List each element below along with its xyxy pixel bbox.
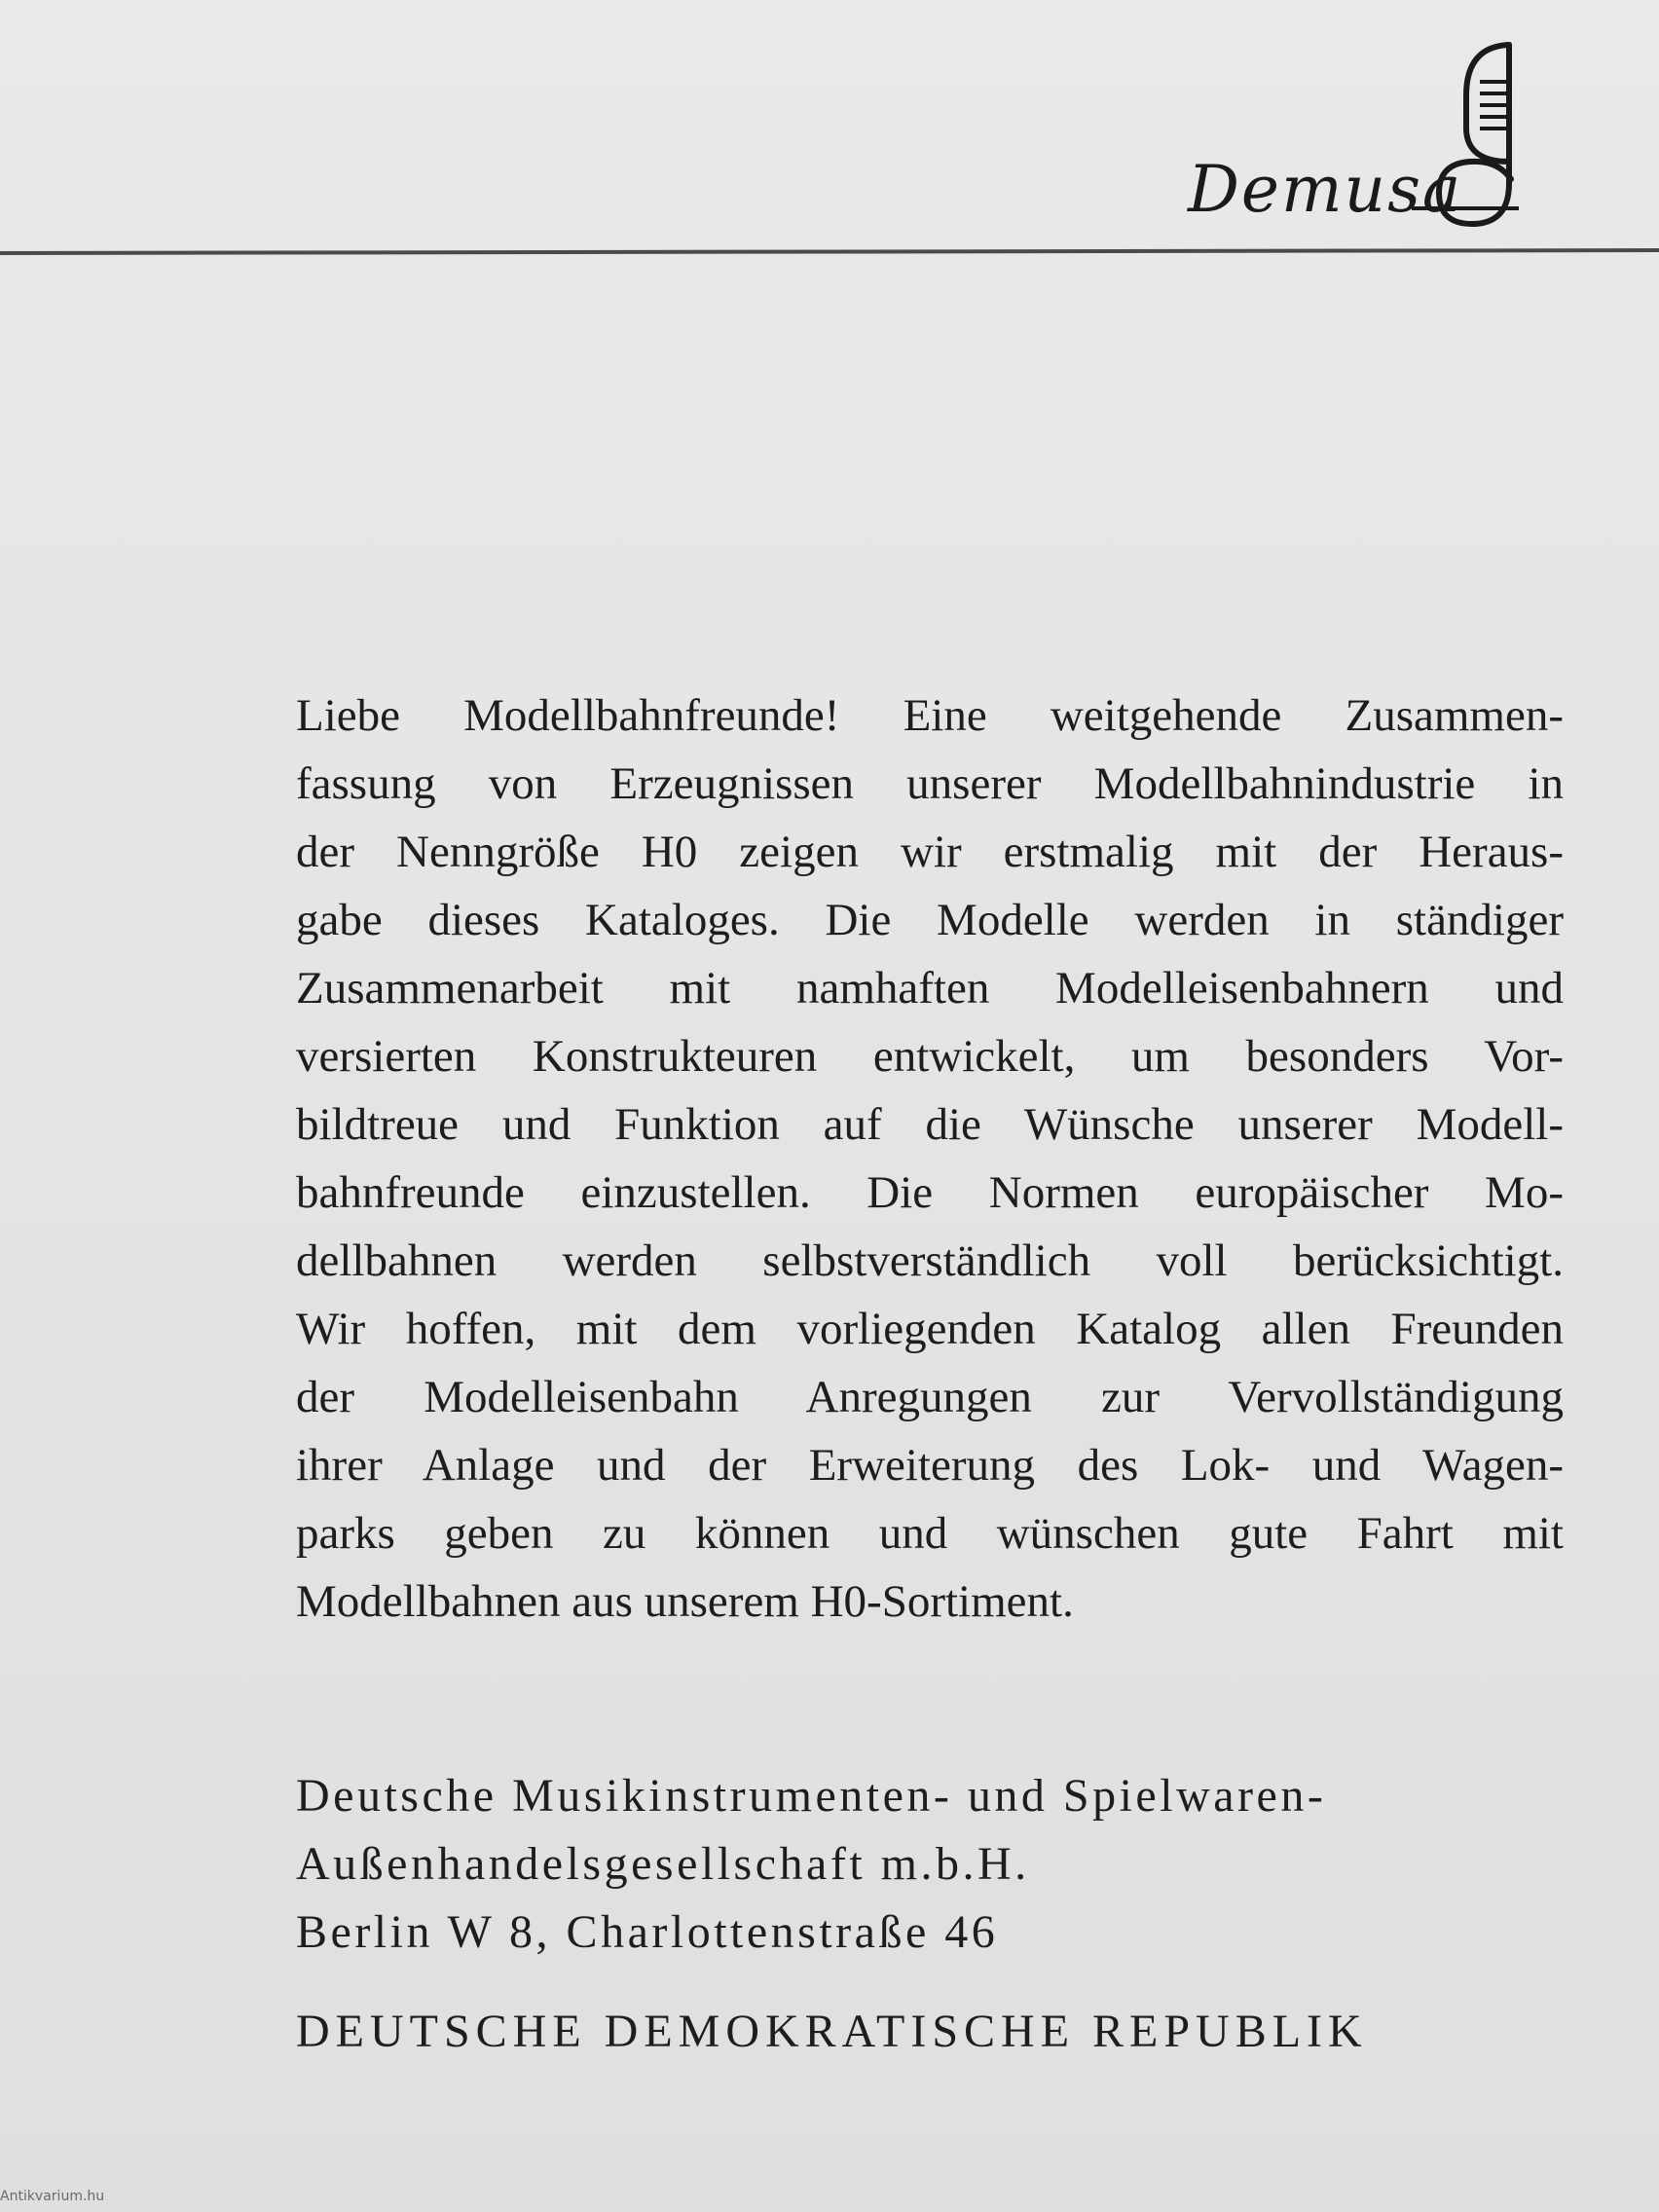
header-divider <box>0 248 1659 255</box>
paragraph-line: versierten Konstrukteuren entwickelt, um besonders Vor- <box>296 1031 1564 1082</box>
paragraph-line: Liebe Modellbahnfreunde! Eine weitgehende Zusammen- <box>296 690 1564 741</box>
demusa-wordmark: Demusa <box>1188 152 1463 227</box>
paragraph-line: Wir hoffen, mit dem vorliegenden Katalog allen Freunden <box>296 1304 1564 1354</box>
paragraph-line: Modellbahnen aus unserem H0-Sortiment. <box>296 1576 1074 1627</box>
address-line-street: Berlin W 8, Charlottenstraße 46 <box>296 1906 999 1958</box>
paragraph-line: der Modelleisenbahn Anregungen zur Vervollständigung <box>296 1372 1564 1422</box>
country-name: DEUTSCHE DEMOKRATISCHE REPUBLIK <box>296 2006 1368 2057</box>
paragraph-line: gabe dieses Kataloges. Die Modelle werden in ständiger <box>296 895 1564 945</box>
watermark: Antikvarium.hu <box>0 2189 105 2204</box>
paragraph-line: bahnfreunde einzustellen. Die Normen europäischer Mo- <box>296 1167 1564 1218</box>
demusa-logo <box>1188 37 1558 241</box>
paragraph-line: der Nenngröße H0 zeigen wir erstmalig mit der Heraus- <box>296 827 1564 877</box>
paragraph-line: ihrer Anlage und der Erweiterung des Lok- und Wagen- <box>296 1440 1564 1491</box>
paragraph-line: dellbahnen werden selbstverständlich voll berücksichtigt. <box>296 1235 1564 1286</box>
paragraph-line: fassung von Erzeugnissen unserer Modellbahnindustrie in <box>296 758 1564 809</box>
company-address <box>296 1762 1326 1967</box>
paragraph-line: bildtreue und Funktion auf die Wünsche unserer Modell- <box>296 1099 1564 1150</box>
paragraph-line: Zusammenarbeit mit namhaften Modelleisenbahnern und <box>296 963 1564 1014</box>
address-line-company-type: Außenhandelsgesellschaft m.b.H. <box>296 1838 1030 1890</box>
address-line-company: Deutsche Musikinstrumenten- und Spielwaren- <box>296 1770 1327 1822</box>
intro-paragraph <box>296 682 1564 1636</box>
paragraph-line: parks geben zu können und wünschen gute Fahrt mit <box>296 1508 1564 1559</box>
